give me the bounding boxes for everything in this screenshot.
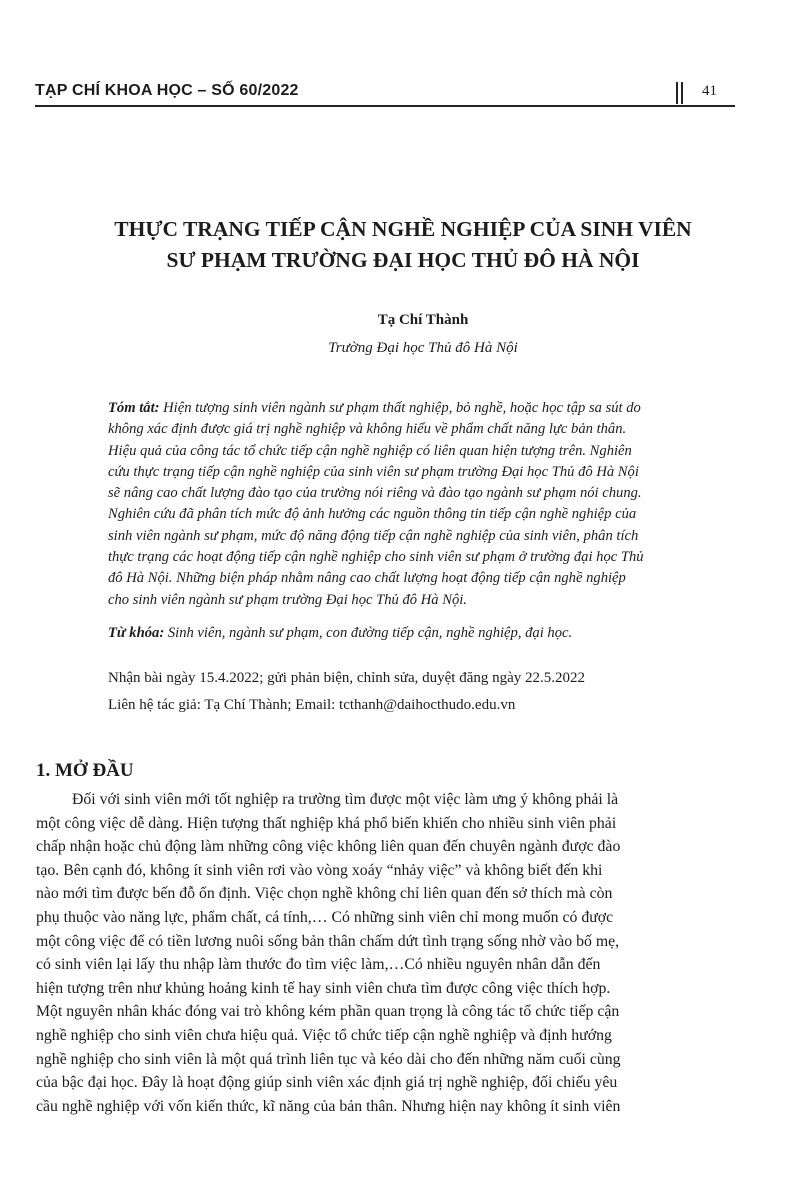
body-line-2: một công việc dễ dàng. Hiện tượng thất nghiệp khá phổ biến khiến cho nhiều sinh viên phải (36, 814, 617, 832)
abstract-line-1: Tóm tắt: Hiện tượng sinh viên ngành sư phạm thất nghiệp, bỏ nghề, hoặc học tập sa sút do (108, 400, 641, 416)
keywords-text: Sinh viên, ngành sư phạm, con đường tiếp cận, nghề nghiệp, đại học. (167, 625, 573, 641)
abstract-line-4: cứu thực trạng tiếp cận nghề nghiệp của sinh viên sư phạm trường Đại học Thủ đô Hà Nội (108, 463, 639, 480)
keywords (108, 625, 738, 642)
body-line-11: nghề nghiệp cho sinh viên chưa hiệu quả. Việc tổ chức tiếp cận nghề nghiệp và định hướng (36, 1026, 612, 1044)
article-title (60, 214, 746, 276)
body-line-12: nghề nghiệp cho sinh viên là một quá trình liên tục và kéo dài cho đến những năm cuối cùng (36, 1050, 621, 1068)
section-heading: 1. MỞ ĐẦU (36, 760, 134, 781)
body-line-1: Đối với sinh viên mới tốt nghiệp ra trường tìm được một việc làm ưng ý không phải là (72, 791, 619, 808)
body-line-6: phụ thuộc vào năng lực, phẩm chất, cá tính,… Có những sinh viên chỉ mong muốn có được (36, 908, 614, 926)
received-dates: Nhận bài ngày 15.4.2022; gửi phản biện, chỉnh sửa, duyệt đăng ngày 22.5.2022 (108, 670, 586, 686)
author-contact: Liên hệ tác giả: Tạ Chí Thành; Email: tcthanh@daihocthudo.edu.vn (108, 697, 516, 713)
body-line-14: cầu nghề nghiệp với vốn kiến thức, kĩ năng của bản thân. Nhưng hiện nay không ít sinh viên (36, 1097, 621, 1115)
abstract-line-2: không xác định được giá trị nghề nghiệp và không hiểu về phẩm chất năng lực bản thân. (108, 421, 627, 438)
abstract-label: Tóm tắt: (108, 400, 160, 416)
header-separator (676, 82, 684, 104)
title-line-1: THỰC TRẠNG TIẾP CẬN NGHỀ NGHIỆP CỦA SINH VIÊN (114, 217, 692, 241)
body-line-4: tạo. Bên cạnh đó, không ít sinh viên rơi vào vòng xoáy “nhảy việc” và không biết đến khi (36, 861, 603, 879)
abstract (108, 398, 738, 611)
body-line-13: của bậc đại học. Đây là hoạt động giúp sinh viên xác định giá trị nghề nghiệp, đối chiếu yêu (36, 1074, 618, 1092)
title-line-2: SƯ PHẠM TRƯỜNG ĐẠI HỌC THỦ ĐÔ HÀ NỘI (166, 248, 640, 272)
author-affiliation: Trường Đại học Thủ đô Hà Nội (328, 340, 518, 356)
body-line-7: một công việc để có tiền lương nuôi sống bản thân chấm dứt tình trạng sống nhờ vào bố mẹ, (36, 932, 620, 950)
body-line-5: nào mới tìm được bến đỗ ổn định. Việc chọn nghề không chỉ liên quan đến sở thích mà còn (36, 885, 613, 903)
keywords-label: Từ khóa: (108, 625, 165, 641)
abstract-line-10: cho sinh viên ngành sư phạm trường Đại học Thủ đô Hà Nội. (108, 591, 467, 608)
journal-title: TẠP CHÍ KHOA HỌC – SỐ 60/2022 (35, 82, 299, 99)
header-rule (35, 105, 735, 107)
abstract-line-7: sinh viên ngành sư phạm, mức độ năng động tiếp cận nghề nghiệp của sinh viên, phân tích (108, 527, 639, 544)
abstract-line-6: Nghiên cứu đã phân tích mức độ ảnh hưởng các nguồn thông tin tiếp cận nghề nghiệp của (108, 506, 637, 523)
author-name: Tạ Chí Thành (377, 312, 469, 328)
body-line-9: hiện tượng trên như khủng hoảng kinh tế hay sinh viên chưa tìm được công việc thích hợp. (36, 979, 611, 997)
abstract-line-5: sẽ nâng cao chất lượng đào tạo của trường nói riêng và đào tạo ngành sư phạm nói chung. (108, 485, 642, 502)
running-header (35, 80, 735, 108)
page-number: 41 (702, 83, 717, 99)
abstract-line-3: Hiệu quả của công tác tổ chức tiếp cận nghề nghiệp có liên quan hiện tượng trên. Nghiên (108, 442, 632, 459)
body-text (36, 788, 739, 1118)
body-line-8: có sinh viên lại lấy thu nhập làm thước đo tìm việc làm,…Có nhiều nguyên nhân dẫn đến (36, 956, 601, 974)
abstract-line-8: thực trạng các hoạt động tiếp cận nghề nghiệp cho sinh viên sư phạm ở trường đại học Thủ (108, 549, 644, 566)
body-line-3: chấp nhận hoặc chủ động làm những công việc không liên quan đến chuyên ngành được đào (36, 838, 621, 856)
abstract-line-9: đô Hà Nội. Những biện pháp nhằm nâng cao chất lượng hoạt động tiếp cận nghề nghiệp (108, 570, 626, 587)
body-line-10: Một nguyên nhân khác đóng vai trò không kém phần quan trọng là công tác tổ chức tiếp cận (36, 1003, 620, 1021)
